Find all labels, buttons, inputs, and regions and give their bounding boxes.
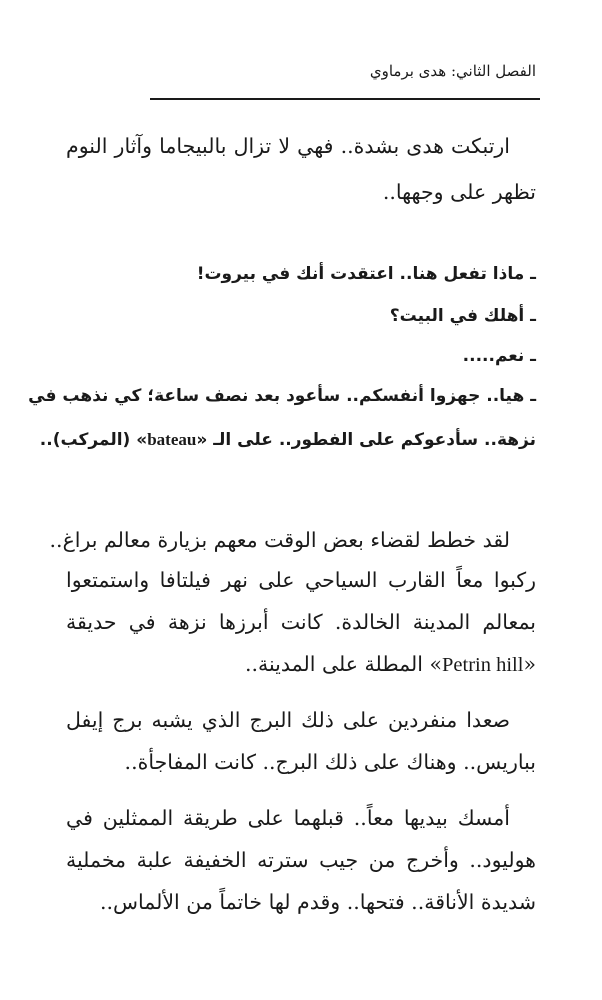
dialogue-line-5 — [39, 420, 536, 460]
paragraph-3-line-1: صعدا منفردين على ذلك البرج الذي يشبه برج إيفل — [66, 708, 510, 732]
paragraph-4-line-1: أمسك بيديها معاً.. قبلهما على طريقة الممثلين في — [66, 806, 510, 830]
dialogue-line-5-end: » (المركب).. — [39, 430, 148, 450]
dialogue-line-4: ـ هيا.. جهزوا أنفسكم.. سأعود بعد نصف ساعة؛ كي نذهب في — [28, 386, 536, 406]
running-header: الفصل الثاني: هدى برماوي — [369, 62, 536, 80]
dialogue-line-2: ـ أهلك في البيت؟ — [389, 306, 536, 326]
dialogue-line-3: ـ نعم..... — [462, 346, 536, 366]
dialogue-line-5-start: نزهة.. سأدعوكم على الفطور.. على الـ « — [196, 430, 536, 450]
paragraph-3-line-2: بباريس.. وهناك على ذلك البرج.. كانت المفاجأة.. — [124, 750, 536, 774]
dialogue-line-1: ـ ماذا تفعل هنا.. اعتقدت أنك في بيروت! — [196, 264, 536, 284]
paragraph-4-line-3: شديدة الأناقة.. فتحها.. وقدم لها خاتماً من الألماس.. — [99, 890, 536, 914]
paragraph-2-line-2: ركبوا معاً القارب السياحي على نهر فيلتافا واستمتعوا — [66, 568, 537, 592]
paragraph-2-line-4-end: » المطلة على المدينة.. — [244, 652, 443, 676]
paragraph-2-quote-open: « — [523, 652, 536, 676]
paragraph-2-line-1: لقد خطط لقضاء بعض الوقت معهم بزيارة معالم براغ.. — [49, 528, 510, 552]
paragraph-2-foreign-place: Petrin hill — [442, 654, 524, 676]
paragraph-1-line-1: ارتبكت هدى بشدة.. فهي لا تزال بالبيجاما وآثار النوم — [66, 134, 510, 158]
paragraph-1-line-2: تظهر على وجهها.. — [382, 180, 536, 204]
header-rule — [150, 98, 540, 100]
paragraph-2-line-4 — [66, 644, 536, 684]
paragraph-2-line-3: بمعالم المدينة الخالدة. كانت أبرزها نزهة في حديقة — [66, 610, 536, 634]
paragraph-4-line-2: هوليود.. وأخرج من جيب سترته الخفيفة علبة مخملية — [66, 848, 536, 872]
dialogue-foreign-word: bateau — [147, 430, 197, 449]
